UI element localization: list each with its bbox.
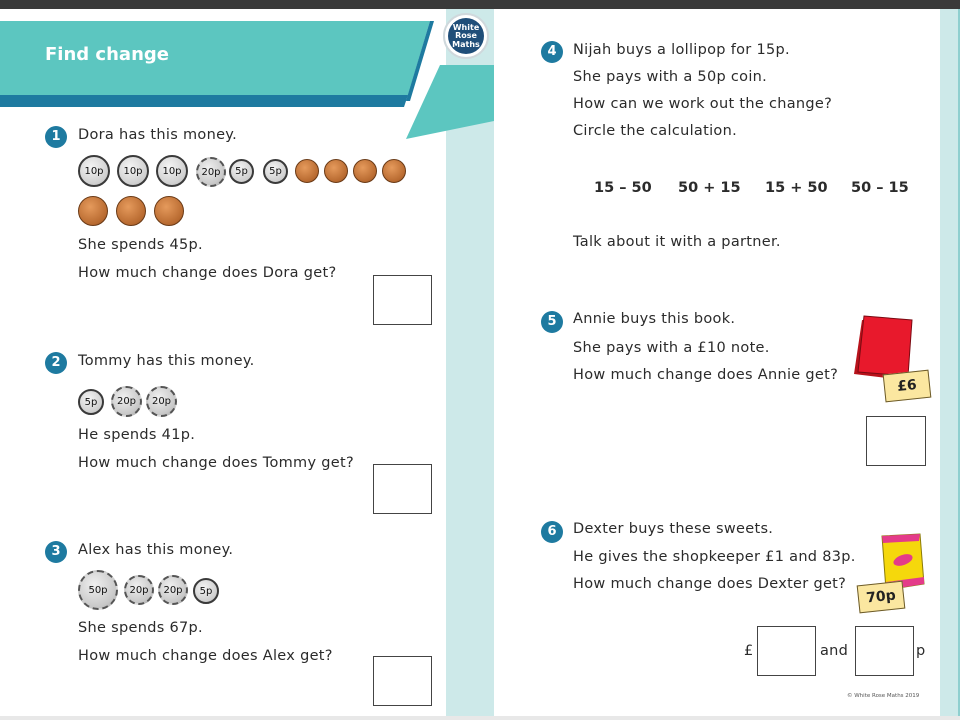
header-banner — [0, 9, 500, 149]
question-text: Nijah buys a lollipop for 15p. — [573, 42, 790, 58]
question-text: She spends 67p. — [78, 620, 203, 636]
coin-5p: 5p — [78, 389, 104, 415]
and-label: and — [820, 643, 849, 659]
calculation-option[interactable]: 50 + 15 — [678, 180, 741, 196]
question-number-badge: 1 — [45, 126, 67, 148]
coin-5p: 5p — [263, 159, 288, 184]
price-tag: 70p — [857, 581, 906, 614]
answer-box[interactable] — [373, 464, 432, 514]
question-text: How much change does Alex get? — [78, 648, 333, 664]
question-text: Annie buys this book. — [573, 311, 736, 327]
answer-box-pence[interactable] — [855, 626, 914, 676]
question-text: She pays with a £10 note. — [573, 340, 770, 356]
coin-5p: 5p — [229, 159, 254, 184]
price-tag: £6 — [883, 370, 932, 403]
coin-2p — [116, 196, 146, 226]
question-text: How much change does Dexter get? — [573, 576, 847, 592]
question-text: Alex has this money. — [78, 542, 234, 558]
question-text: Dora has this money. — [78, 127, 238, 143]
answer-box[interactable] — [866, 416, 926, 466]
pound-sign-label: £ — [744, 643, 754, 659]
answer-box[interactable] — [373, 275, 432, 325]
right-page-margin-strip — [940, 9, 960, 720]
bottom-edge — [0, 716, 960, 720]
coin-20p: 20p — [124, 575, 154, 605]
white-rose-maths-logo — [443, 13, 489, 59]
coin-1p — [353, 159, 377, 183]
logo-text-line: White — [452, 22, 480, 32]
coin-20p: 20p — [196, 157, 226, 187]
question-text: She pays with a 50p coin. — [573, 69, 768, 85]
pence-label: p — [916, 643, 926, 659]
coin-20p: 20p — [111, 386, 142, 417]
coin-5p: 5p — [193, 578, 219, 604]
coin-20p: 20p — [146, 386, 177, 417]
page-title: Find change — [45, 44, 169, 65]
question-number-badge: 3 — [45, 541, 67, 563]
calculation-option[interactable]: 15 + 50 — [765, 180, 828, 196]
question-text: She spends 45p. — [78, 237, 203, 253]
question-text: Talk about it with a partner. — [573, 234, 781, 250]
answer-box[interactable] — [373, 656, 432, 706]
coin-1p — [295, 159, 319, 183]
window-top-bar — [0, 0, 960, 9]
coin-20p: 20p — [158, 575, 188, 605]
copyright-text: © White Rose Maths 2019 — [847, 693, 920, 699]
coin-10p: 10p — [156, 155, 188, 187]
question-number-badge: 4 — [541, 41, 563, 63]
coin-2p — [78, 196, 108, 226]
logo-text-line: Maths — [452, 39, 480, 49]
logo-text-line: Rose — [455, 31, 477, 41]
question-text: Circle the calculation. — [573, 123, 737, 139]
calculation-option[interactable]: 50 – 15 — [851, 180, 909, 196]
question-text: He spends 41p. — [78, 427, 196, 443]
question-text: How much change does Annie get? — [573, 367, 839, 383]
calculation-option[interactable]: 15 – 50 — [594, 180, 652, 196]
question-text: How much change does Tommy get? — [78, 455, 354, 471]
question-text: Dexter buys these sweets. — [573, 521, 774, 537]
coin-10p: 10p — [117, 155, 149, 187]
question-number-badge: 6 — [541, 521, 563, 543]
coin-2p — [154, 196, 184, 226]
question-text: How much change does Dora get? — [78, 265, 337, 281]
answer-box-pounds[interactable] — [757, 626, 816, 676]
coin-1p — [382, 159, 406, 183]
coin-1p — [324, 159, 348, 183]
question-text: Tommy has this money. — [78, 353, 255, 369]
coin-50p: 50p — [78, 570, 118, 610]
coin-10p: 10p — [78, 155, 110, 187]
question-number-badge: 2 — [45, 352, 67, 374]
question-text: He gives the shopkeeper £1 and 83p. — [573, 549, 856, 565]
question-number-badge: 5 — [541, 311, 563, 333]
question-text: How can we work out the change? — [573, 96, 833, 112]
